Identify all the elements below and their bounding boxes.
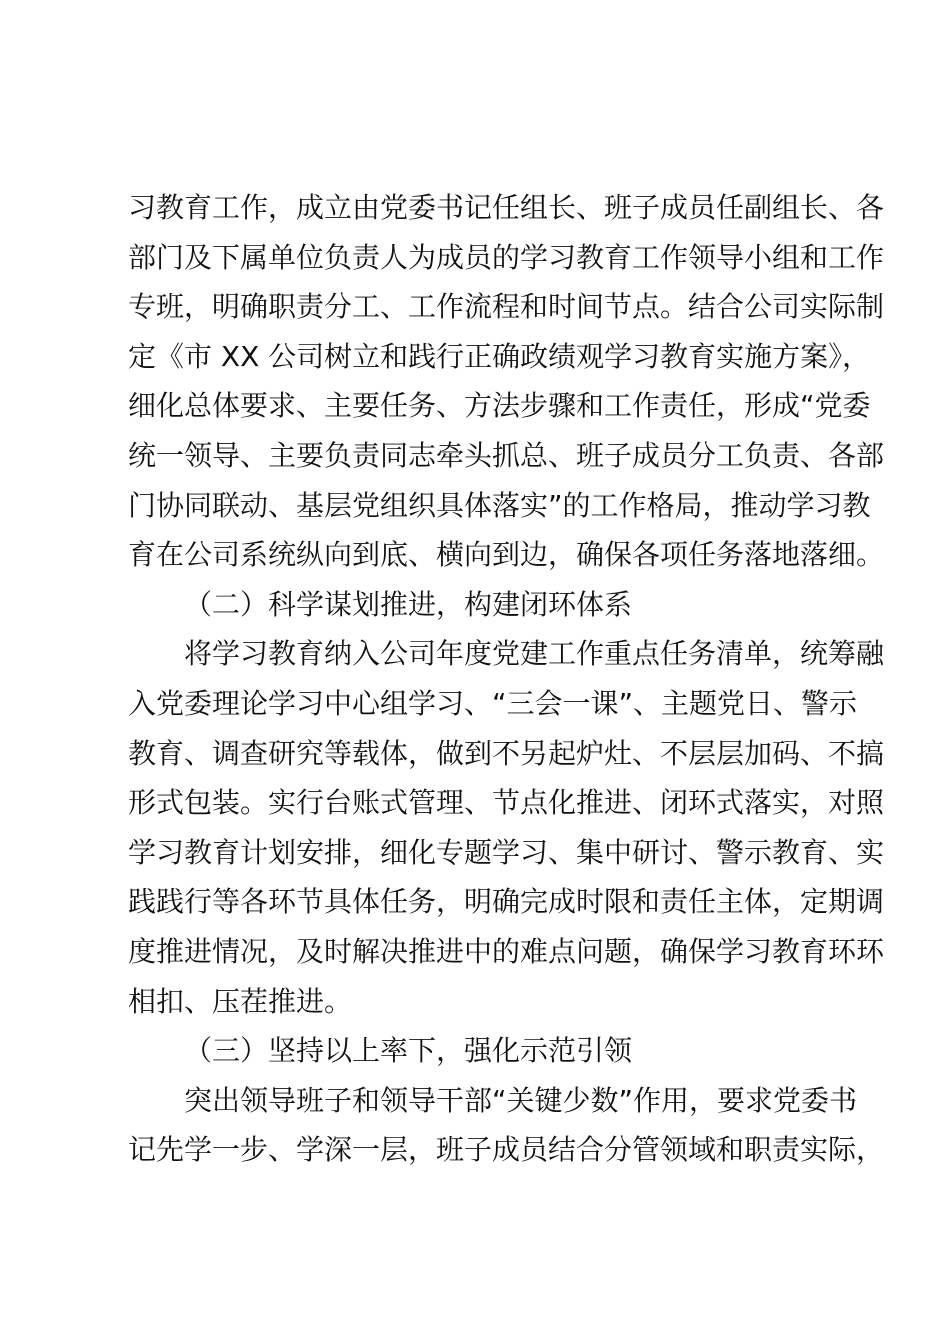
text-line: 统一领导、主要负责同志牵头抓总、班子成员分工负责、各部 [128,438,885,472]
text-line: 定《市 XX 公司树立和践行正确政绩观学习教育实施方案》， [128,339,871,373]
section-heading-2: （二）科学谋划推进，构建闭环体系 [184,587,633,621]
text-line: 育在公司系统纵向到底、横向到边，确保各项任务落地落细。 [128,538,885,572]
text-line: 将学习教育纳入公司年度党建工作重点任务清单，统筹融 [184,637,885,671]
paragraph-body [128,1076,885,1175]
text-line: 突出领导班子和领导干部“关键少数”作用，要求党委书 [184,1083,858,1117]
section-heading-3: （三）坚持以上率下，强化示范引领 [184,1034,633,1068]
document-page [128,183,885,1175]
text-line: 学习教育计划安排，细化专题学习、集中研讨、警示教育、实 [128,835,885,869]
text-line: 门协同联动、基层党组织具体落实”的工作格局，推动学习教 [128,488,871,522]
paragraph-body [128,183,885,580]
text-line: 教育、调查研究等载体，做到不另起炉灶、不层层加码、不搞 [128,736,885,770]
text-line: 习教育工作，成立由党委书记任组长、班子成员任副组长、各 [128,191,885,224]
text-line: 相扣、压茬推进。 [128,984,353,1018]
text-line: 部门及下属单位负责人为成员的学习教育工作领导小组和工作 [128,240,885,274]
text-line: 入党委理论学习中心组学习、“三会一课”、主题党日、警示 [128,686,858,720]
text-line: 专班，明确职责分工、工作流程和时间节点。结合公司实际制 [128,290,885,324]
section-heading [128,1026,833,1076]
text-line: 践践行等各环节具体任务，明确完成时限和责任主体，定期调 [128,885,885,919]
text-line: 形式包装。实行台账式管理、节点化推进、闭环式落实，对照 [128,786,885,820]
text-line: 度推进情况，及时解决推进中的难点问题，确保学习教育环环 [128,934,885,968]
text-line: 记先学一步、学深一层，班子成员结合分管领域和职责实际， [128,1133,885,1167]
section-heading [128,580,833,630]
paragraph-body [128,629,885,1026]
text-line: 细化总体要求、主要任务、方法步骤和工作责任，形成“党委 [128,389,871,423]
